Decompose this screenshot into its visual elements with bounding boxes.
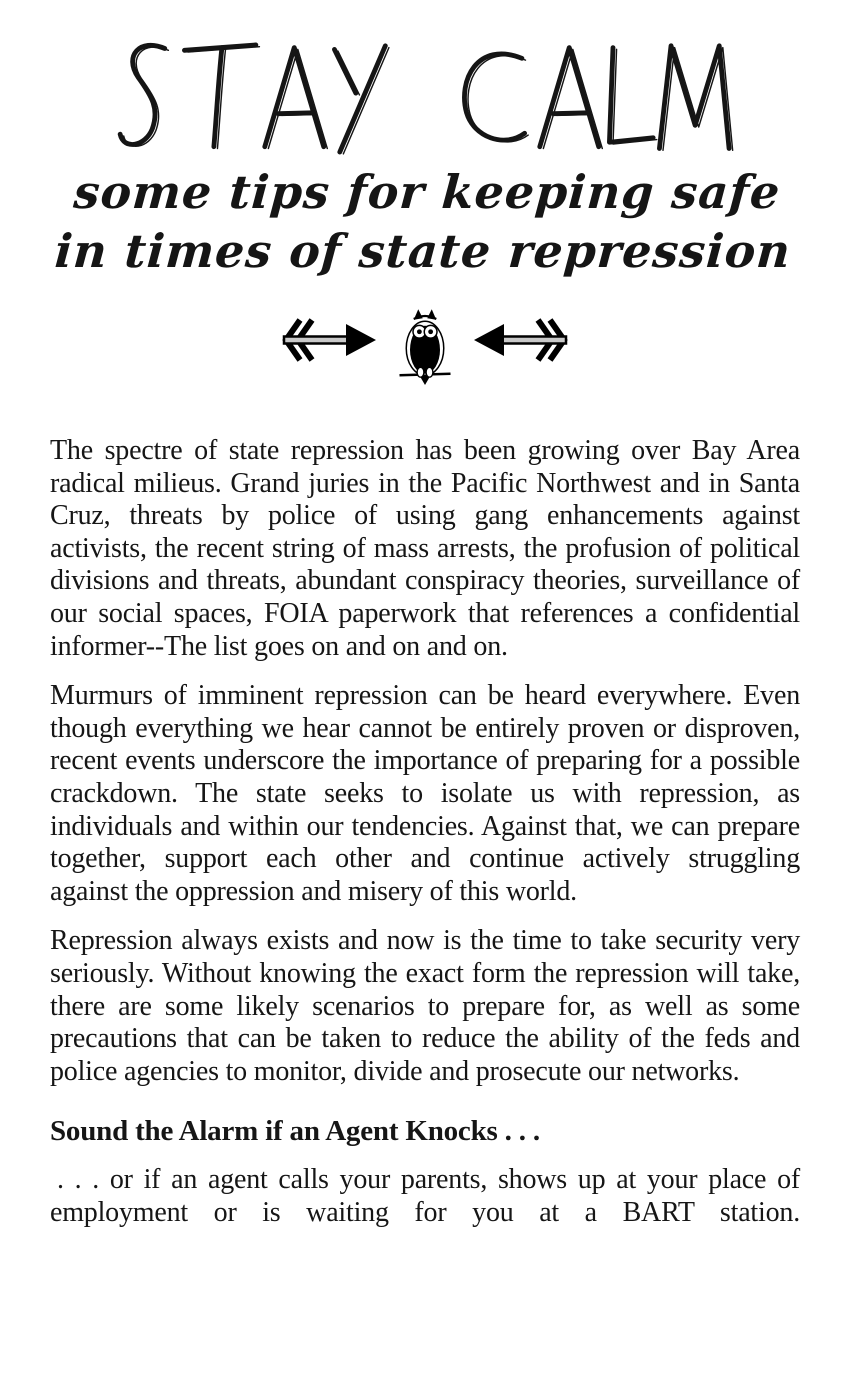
divider-ornament xyxy=(0,307,850,385)
body-paragraph: Murmurs of imminent repression can be heard everywhere. Even though everything we hear cannot be entirely proven or disproven, recent events underscore the importance of preparing for a possible crackdown. The state seeks to isolate us with repression, as individuals and within our tendencies. Against that, we can prepare together, support each other and continue actively struggling against the oppression and misery of this world. xyxy=(50,680,800,907)
subtitle-line-1: some tips for keeping safe xyxy=(71,165,783,219)
owl-icon xyxy=(398,307,452,385)
section-heading: Sound the Alarm if an Agent Knocks . . . xyxy=(50,1115,540,1148)
body-paragraph-closing: . . . or if an agent calls your parents, shows up at your place of employment or is waiting for you at a BART station. xyxy=(50,1164,800,1228)
body-paragraph: The spectre of state repression has been growing over Bay Area radical milieus. Grand juries in the Pacific Northwest and in Santa Cruz, threats by police of using gang enhancements against activists, the recent string of mass arrests, the profusion of political divisions and threats, abundant conspiracy theories, surveillance of our social spaces, FOIA paperwork that references a confidential informer--The list goes on and on and on. xyxy=(50,435,800,662)
page-title xyxy=(0,36,850,161)
arrow-left-icon xyxy=(472,314,584,366)
stay-calm-title-art xyxy=(113,36,738,161)
arrow-right-icon xyxy=(266,314,378,366)
page-header xyxy=(0,0,850,281)
page-subtitle xyxy=(0,163,850,281)
body-paragraph: Repression always exists and now is the time to take security very seriously. Without knowing the exact form the repression will take, there are some likely scenarios to prepare for, as well as some precautions that can be taken to reduce the ability of the feds and police agencies to monitor, divide and prosecute our networks. xyxy=(50,925,800,1087)
subtitle-line-2: in times of state repression xyxy=(53,224,793,278)
article-body xyxy=(0,435,850,1229)
